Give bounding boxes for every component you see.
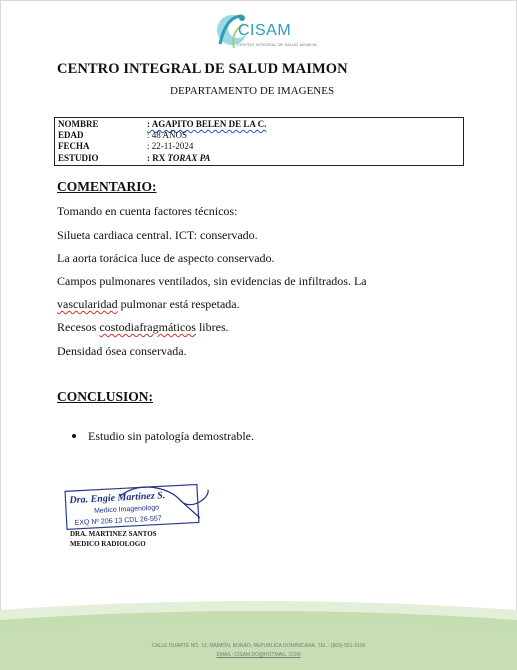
- name-label: NOMBRE: [58, 119, 99, 129]
- center-title: CENTRO INTEGRAL DE SALUD MAIMON: [57, 61, 348, 77]
- footer-address: CALLE DUARTE NO. 13, MAIMÓN, BONAO, REPUBLICA DOMINICANA, TEL.: (809)-551-2196: [151, 643, 366, 649]
- date-value: : 22-11-2024: [147, 141, 194, 151]
- logo-wordmark: CISAM: [238, 22, 292, 39]
- stamp-exq-text: EXQ Nº 206 13 CDL 26-557: [74, 515, 162, 527]
- report-line-6: [57, 320, 229, 335]
- report-line-6-rest: libres.: [195, 320, 229, 334]
- study-value: [147, 153, 210, 163]
- spellcheck-word: vascularidad: [57, 297, 118, 311]
- report-line-4: Campos pulmonares ventilados, sin evidencias de infiltrados. La: [57, 274, 367, 288]
- report-line-5-rest: pulmonar está respetada.: [117, 297, 240, 311]
- stamp-title-text: Medico Imagenologo: [93, 504, 160, 515]
- footer-email-link[interactable]: CISAM.DO@HOTMAIL .COM: [234, 652, 301, 658]
- patient-info-box: [54, 117, 464, 166]
- report-line-6-start: Recesos: [57, 320, 100, 334]
- signature-stamp: [60, 478, 220, 538]
- department-title: DEPARTAMENTO DE IMAGENES: [170, 85, 335, 97]
- signer-title: MEDICO RADIOLOGO: [70, 540, 146, 548]
- study-type: TORAX PA: [167, 153, 211, 163]
- name-value: : AGAPITO BELEN DE LA C.: [147, 119, 267, 129]
- report-line-5: [57, 297, 240, 312]
- footer-email-prefix: EMAIL:: [216, 652, 235, 658]
- study-label: ESTUDIO: [58, 153, 99, 163]
- footer-wave: [0, 600, 517, 670]
- conclusion-item: Estudio sin patología demostrable.: [88, 429, 254, 443]
- report-line-7: Densidad ósea conservada.: [57, 344, 187, 358]
- age-label: EDAD: [58, 130, 84, 140]
- report-line-2: Silueta cardiaca central. ICT: conservado.: [57, 228, 258, 242]
- age-value: : 48 AÑOS: [147, 130, 188, 140]
- spellcheck-word: costodiafragmáticos: [99, 320, 196, 334]
- footer-email: [0, 652, 517, 658]
- study-prefix: : RX: [147, 153, 168, 163]
- bullet-icon: [72, 434, 76, 438]
- stamp-name-text: Dra. Engie Martinez S.: [69, 490, 166, 507]
- conclusion-heading: CONCLUSION:: [57, 389, 154, 404]
- date-label: FECHA: [58, 141, 90, 151]
- logo-subtitle: CENTRO INTEGRAL DE SALUD MAIMON: [237, 42, 317, 47]
- signer-name: DRA. MARTINEZ SANTOS: [70, 530, 157, 538]
- report-line-3: La aorta torácica luce de aspecto conservado.: [57, 251, 275, 265]
- report-line-1: Tomando en cuenta factores técnicos:: [57, 204, 238, 218]
- comment-heading: COMENTARIO:: [57, 179, 157, 194]
